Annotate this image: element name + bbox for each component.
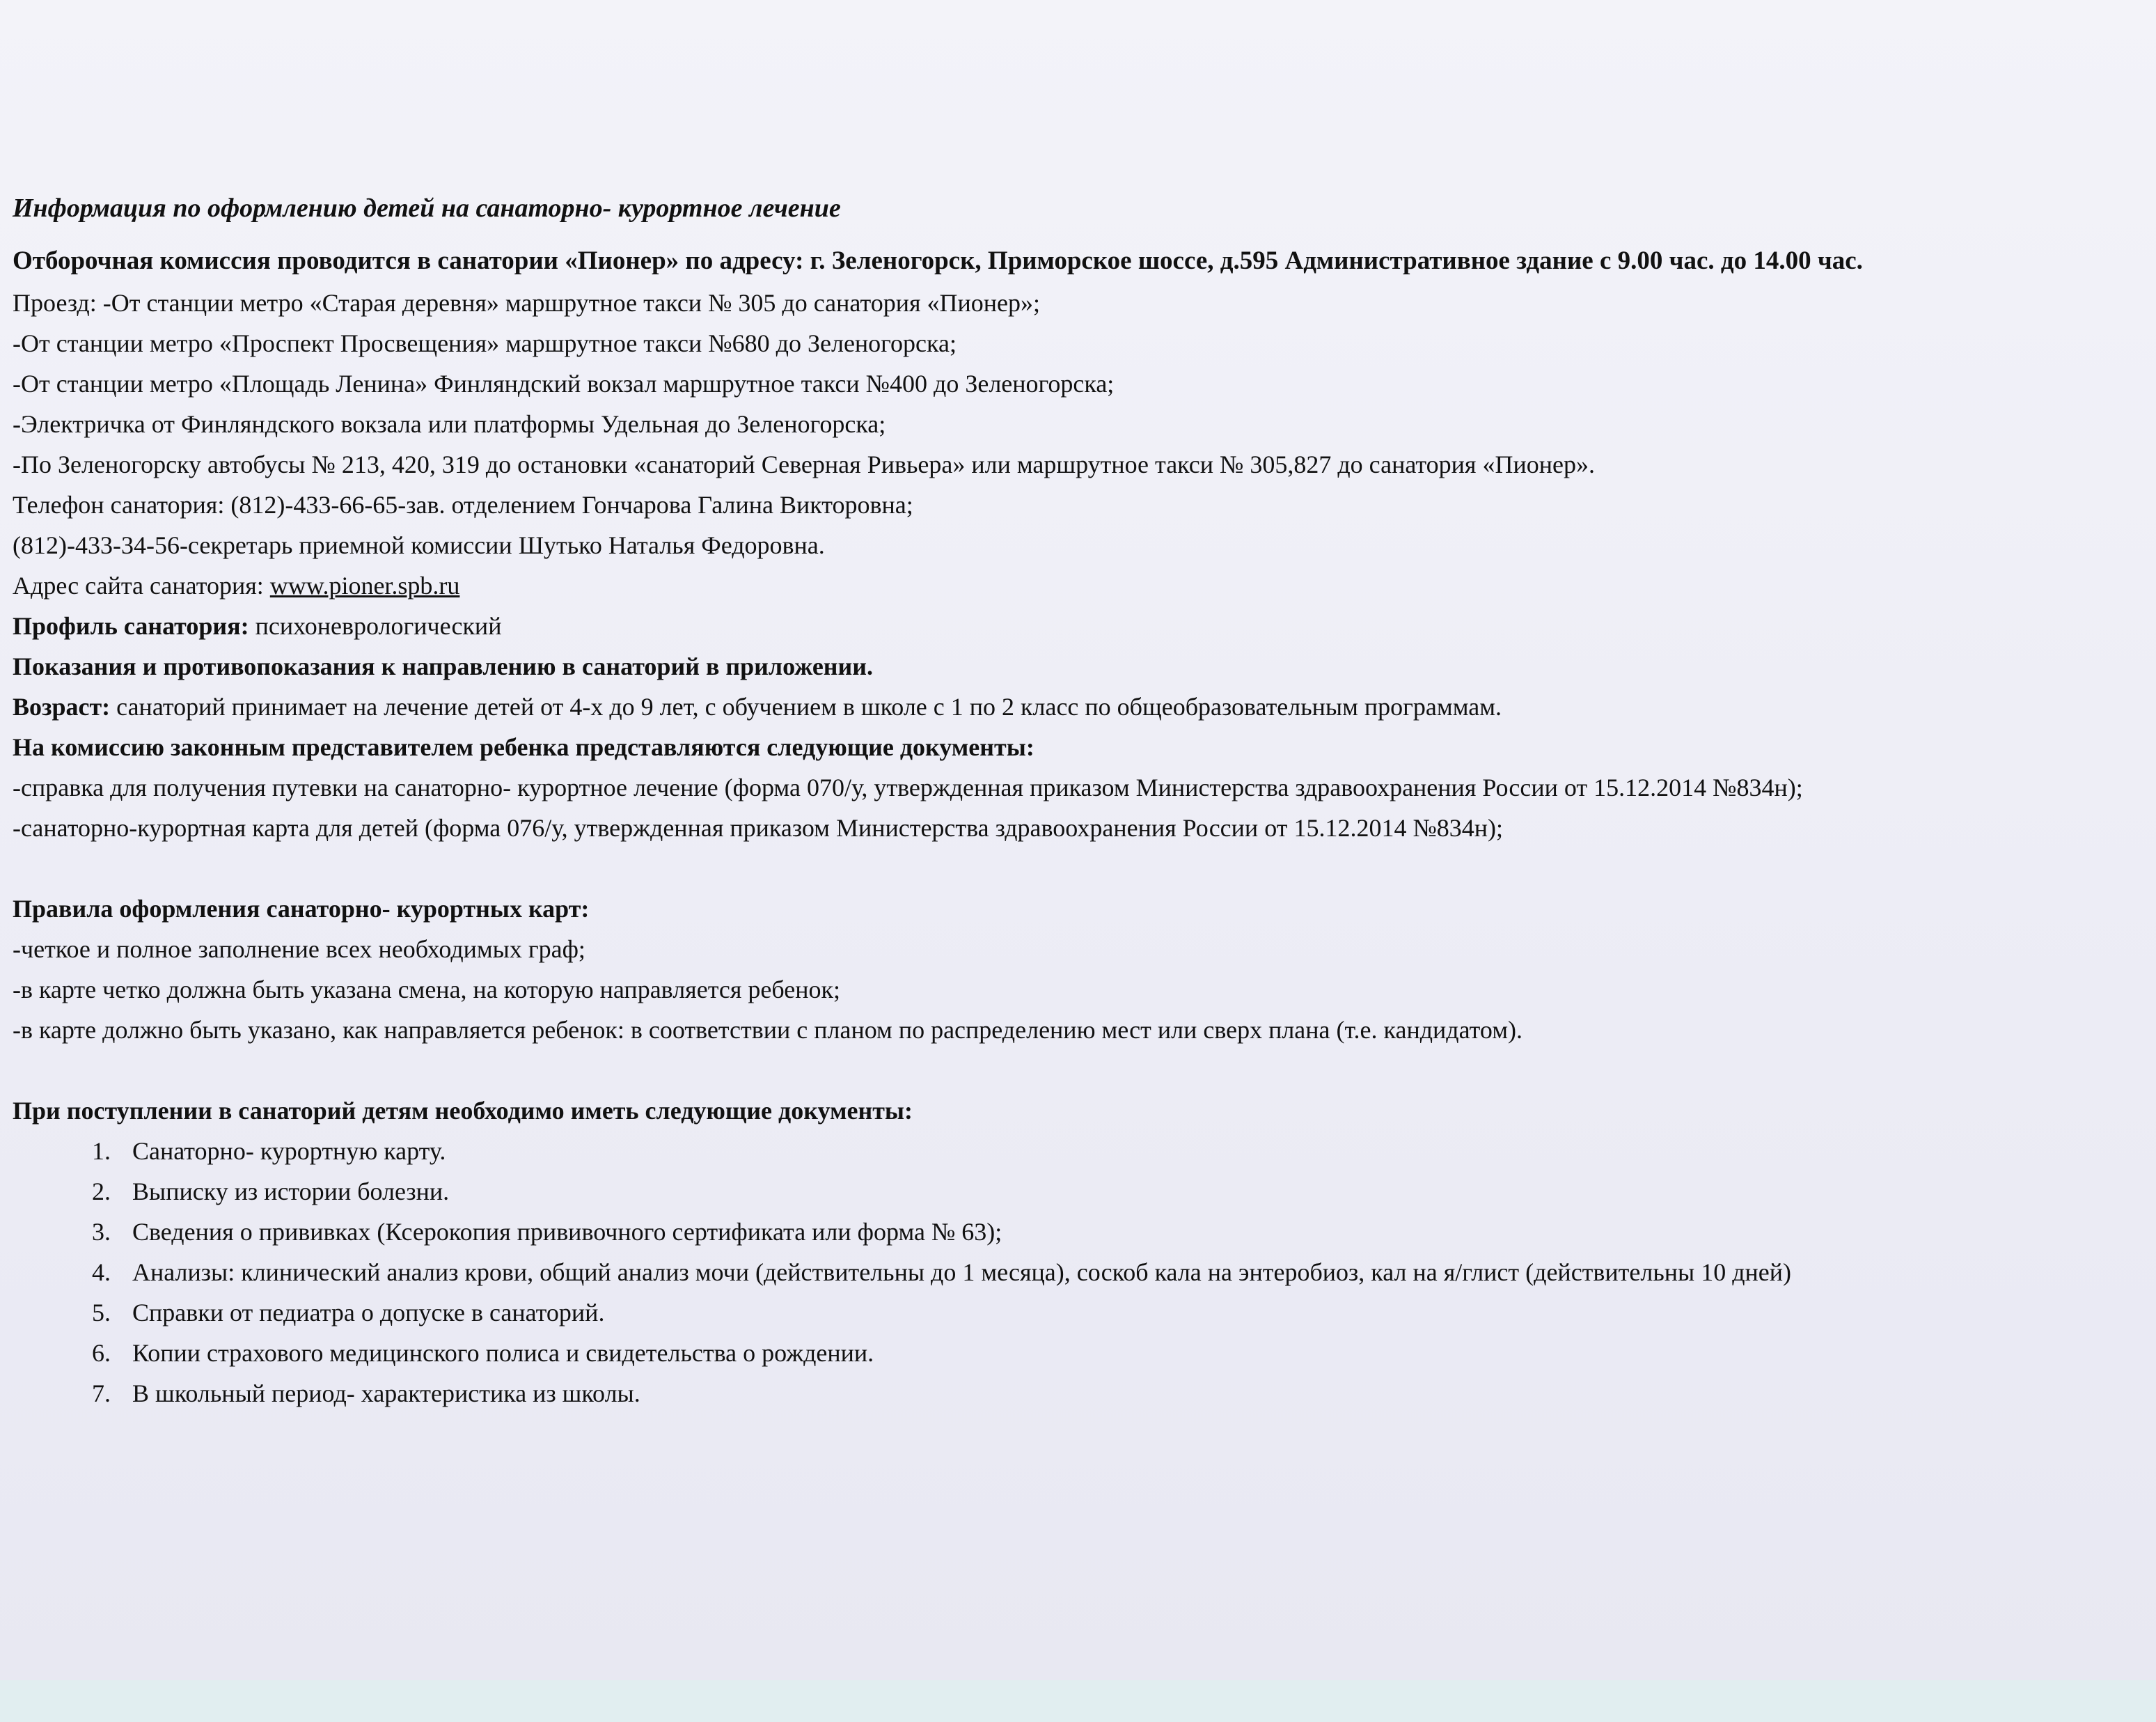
profile-value: психоневрологический: [249, 612, 502, 640]
travel-line-3: -От станции метро «Площадь Ленина» Финляндский вокзал маршрутное такси №400 до Зеленогорска;: [13, 370, 1115, 398]
travel-line-1: Проезд: -От станции метро «Старая деревня» маршрутное такси № 305 до санатория «Пионер»;: [13, 289, 1041, 317]
commission-doc-item: -санаторно-курортная карта для детей (форма 076/у, утвержденная приказом Министерства здравоохранения России от 15.12.2014 №834н);: [13, 814, 1504, 842]
document-title: Информация по оформлению детей на санаторно- курортное лечение: [13, 194, 841, 223]
profile-line: [13, 606, 2107, 646]
list-item: 6. Копии страхового медицинского полиса и свидетельства о рождении.: [117, 1333, 2107, 1373]
card-rules-heading: Правила оформления санаторно- курортных карт:: [13, 895, 590, 923]
commission-doc-item: -справка для получения путевки на санаторно- курортное лечение (форма 070/у, утвержденная приказом Министерства здравоохранения России от 15.12.2014 №834н);: [13, 774, 1803, 801]
travel-line-5: -По Зеленогорску автобусы № 213, 420, 319 до остановки «санаторий Северная Ривьера» или маршрутное такси № 305,827 до санатория «Пионер».: [13, 451, 1595, 478]
site-link[interactable]: www.pioner.spb.ru: [269, 572, 460, 600]
site-line: [13, 565, 2107, 606]
list-item: 4. Анализы: клинический анализ крови, общий анализ мочи (действительны до 1 месяца), соскоб кала на энтеробиоз, кал на я/глист (действительны 10 дней): [117, 1252, 2107, 1292]
admission-docs-heading: При поступлении в санаторий детям необходимо иметь следующие документы:: [13, 1097, 913, 1125]
list-item: 5. Справки от педиатра о допуске в санаторий.: [117, 1292, 2107, 1333]
indications-line: Показания и противопоказания к направлению в санаторий в приложении.: [13, 652, 874, 680]
profile-label: Профиль санатория:: [13, 612, 249, 640]
list-item: 3. Сведения о прививках (Ксерокопия прививочного сертификата или форма № 63);: [117, 1212, 2107, 1252]
card-rule-item: -в карте четко должна быть указана смена, на которую направляется ребенок;: [13, 976, 840, 1003]
commission-location: Отборочная комиссия проводится в санатории «Пионер» по адресу: г. Зеленогорск, Приморское шоссе, д.595 Административное здание с 9.00 час. до 14.00 час.: [13, 246, 1863, 275]
card-rule-item: -в карте должно быть указано, как направляется ребенок: в соответствии с планом по распределению мест или сверх плана (т.е. кандидатом).: [13, 1016, 1522, 1044]
list-item: 2. Выписку из истории болезни.: [117, 1171, 2107, 1212]
list-item: 1. Санаторно- курортную карту.: [117, 1131, 2107, 1171]
travel-line-2: -От станции метро «Проспект Просвещения» маршрутное такси №680 до Зеленогорска;: [13, 329, 957, 357]
admission-docs-list: [13, 1131, 2107, 1414]
list-item: 7. В школьный период- характеристика из школы.: [117, 1373, 2107, 1414]
spacer: [13, 848, 2107, 889]
age-value: санаторий принимает на лечение детей от 4-х до 9 лет, с обучением в школе с 1 по 2 класс по общеобразовательным программам.: [110, 693, 1502, 721]
commission-docs-heading: На комиссию законным представителем ребенка представляются следующие документы:: [13, 733, 1034, 761]
travel-line-4: -Электричка от Финляндского вокзала или платформы Удельная до Зеленогорска;: [13, 410, 886, 438]
phone-line-1: Телефон санатория: (812)-433-66-65-зав. отделением Гончарова Галина Викторовна;: [13, 491, 913, 519]
card-rule-item: -четкое и полное заполнение всех необходимых граф;: [13, 935, 585, 963]
scan-bottom-edge: [0, 1680, 2156, 1722]
spacer: [13, 1050, 2107, 1090]
age-line: [13, 687, 2107, 727]
phone-line-2: (812)-433-34-56-секретарь приемной комиссии Шутько Наталья Федоровна.: [13, 531, 825, 559]
site-label: Адрес сайта санатория:: [13, 572, 270, 600]
age-label: Возраст:: [13, 693, 111, 721]
